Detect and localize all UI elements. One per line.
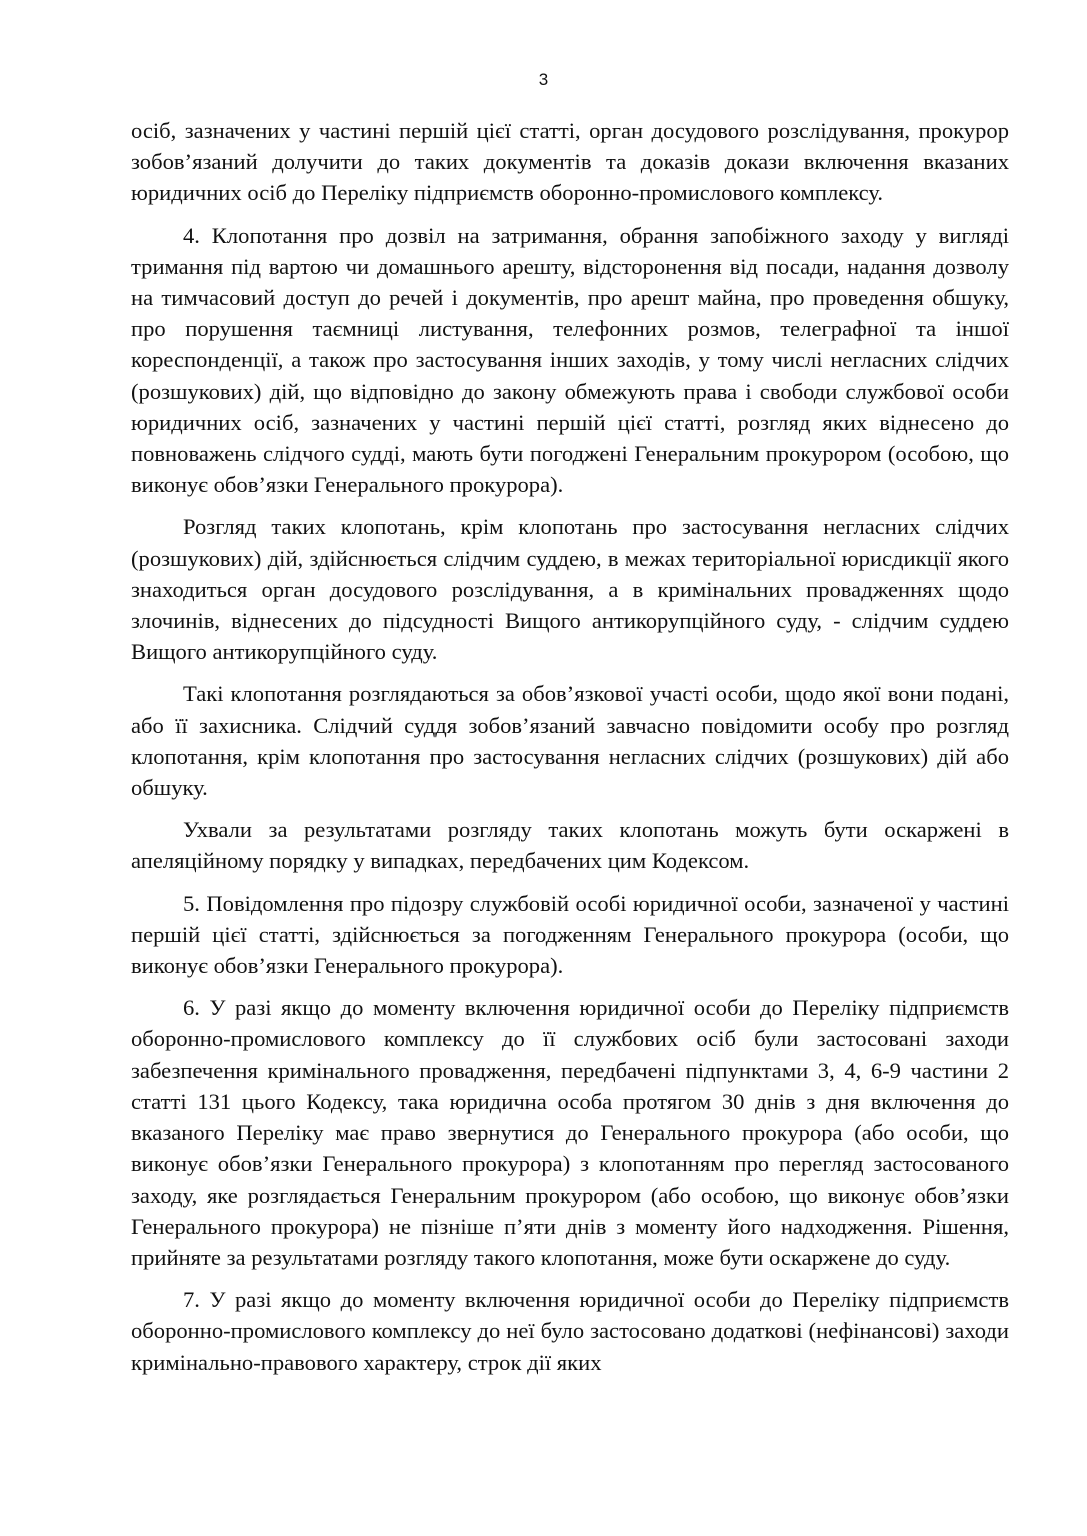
paragraph-item-4: 4. Клопотання про дозвіл на затримання, обрання запобіжного заходу у вигляді тримання під вартою чи домашнього арешту, відсторонення від посади, надання дозволу на тимчасовий доступ до речей і документів, про арешт майна, про проведення обшуку, про порушення таємниці листування, телефонних розмов, телеграфної та іншої кореспонденції, а також про застосування інших заходів, у тому числі негласних слідчих (розшукових) дій, що відповідно до закону обмежують права і свободи службової особи юридичних осіб, зазначених у частині першій цієї статті, розгляд яких віднесено до повноважень слідчого судді, мають бути погоджені Генеральним прокурором (особою, що виконує обов’язки Генерального прокурора).: [131, 222, 1009, 498]
paragraph-item-7: 7. У разі якщо до моменту включення юридичної особи до Переліку підприємств оборонно-промислового комплексу до неї було застосовано додаткові (нефінансові) заходи кримінально-правового характеру, строк дії яких: [131, 1287, 1009, 1375]
paragraph-appeal: Ухвали за результатами розгляду таких клопотань можуть бути оскаржені в апеляційному порядку у випадках, передбачених цим Кодексом.: [131, 817, 1009, 874]
paragraph-participation: Такі клопотання розглядаються за обов’язкової участі особи, щодо якої вони подані, або її захисника. Слідчий суддя зобов’язаний завчасно повідомити особу про розгляд клопотання, крім клопотання про застосування негласних слідчих (розшукових) дій або обшуку.: [131, 681, 1009, 801]
paragraph-item-5: 5. Повідомлення про підозру службовій особі юридичної особи, зазначеної у частині першій цієї статті, здійснюється за погодженням Генерального прокурора (особи, що виконує обов’язки Генерального прокурора).: [131, 890, 1009, 979]
page-number: 3: [538, 70, 549, 89]
paragraph-review-procedure: Розгляд таких клопотань, крім клопотань про застосування негласних слідчих (розшукових) дій, здійснюється слідчим суддею, в межах територіальної юрисдикції якого знаходиться орган досудового розслідування, а в кримінальних провадженнях щодо злочинів, віднесених до підсудності Вищого антикорупційного суду, - слідчим суддею Вищого антикорупційного суду.: [131, 514, 1009, 665]
paragraph-continuation: осіб, зазначених у частині першій цієї статті, орган досудового розслідування, прокурор зобов’язаний долучити до таких документів та доказів докази включення вказаних юридичних осіб до Переліку підприємств оборонно-промислового комплексу.: [131, 118, 1009, 206]
paragraph-item-6: 6. У разі якщо до моменту включення юридичної особи до Переліку підприємств оборонно-промислового комплексу до її службових осіб були застосовані заходи забезпечення кримінального провадження, передбачені підпунктами 3, 4, 6-9 частини 2 статті 131 цього Кодексу, така юридична особа протягом 30 днів з дня включення до вказаного Переліку має право звернутися до Генерального прокурора (або особи, що виконує обов’язки Генерального прокурора) з клопотанням про перегляд застосованого заходу, яке розглядається Генеральним прокурором (або особою, що виконує обов’язки Генерального прокурора) не пізніше п’яти днів з моменту його надходження. Рішення, прийняте за результатами розгляду такого клопотання, може бути оскаржене до суду.: [131, 995, 1009, 1270]
document-body: [131, 115, 1009, 1389]
